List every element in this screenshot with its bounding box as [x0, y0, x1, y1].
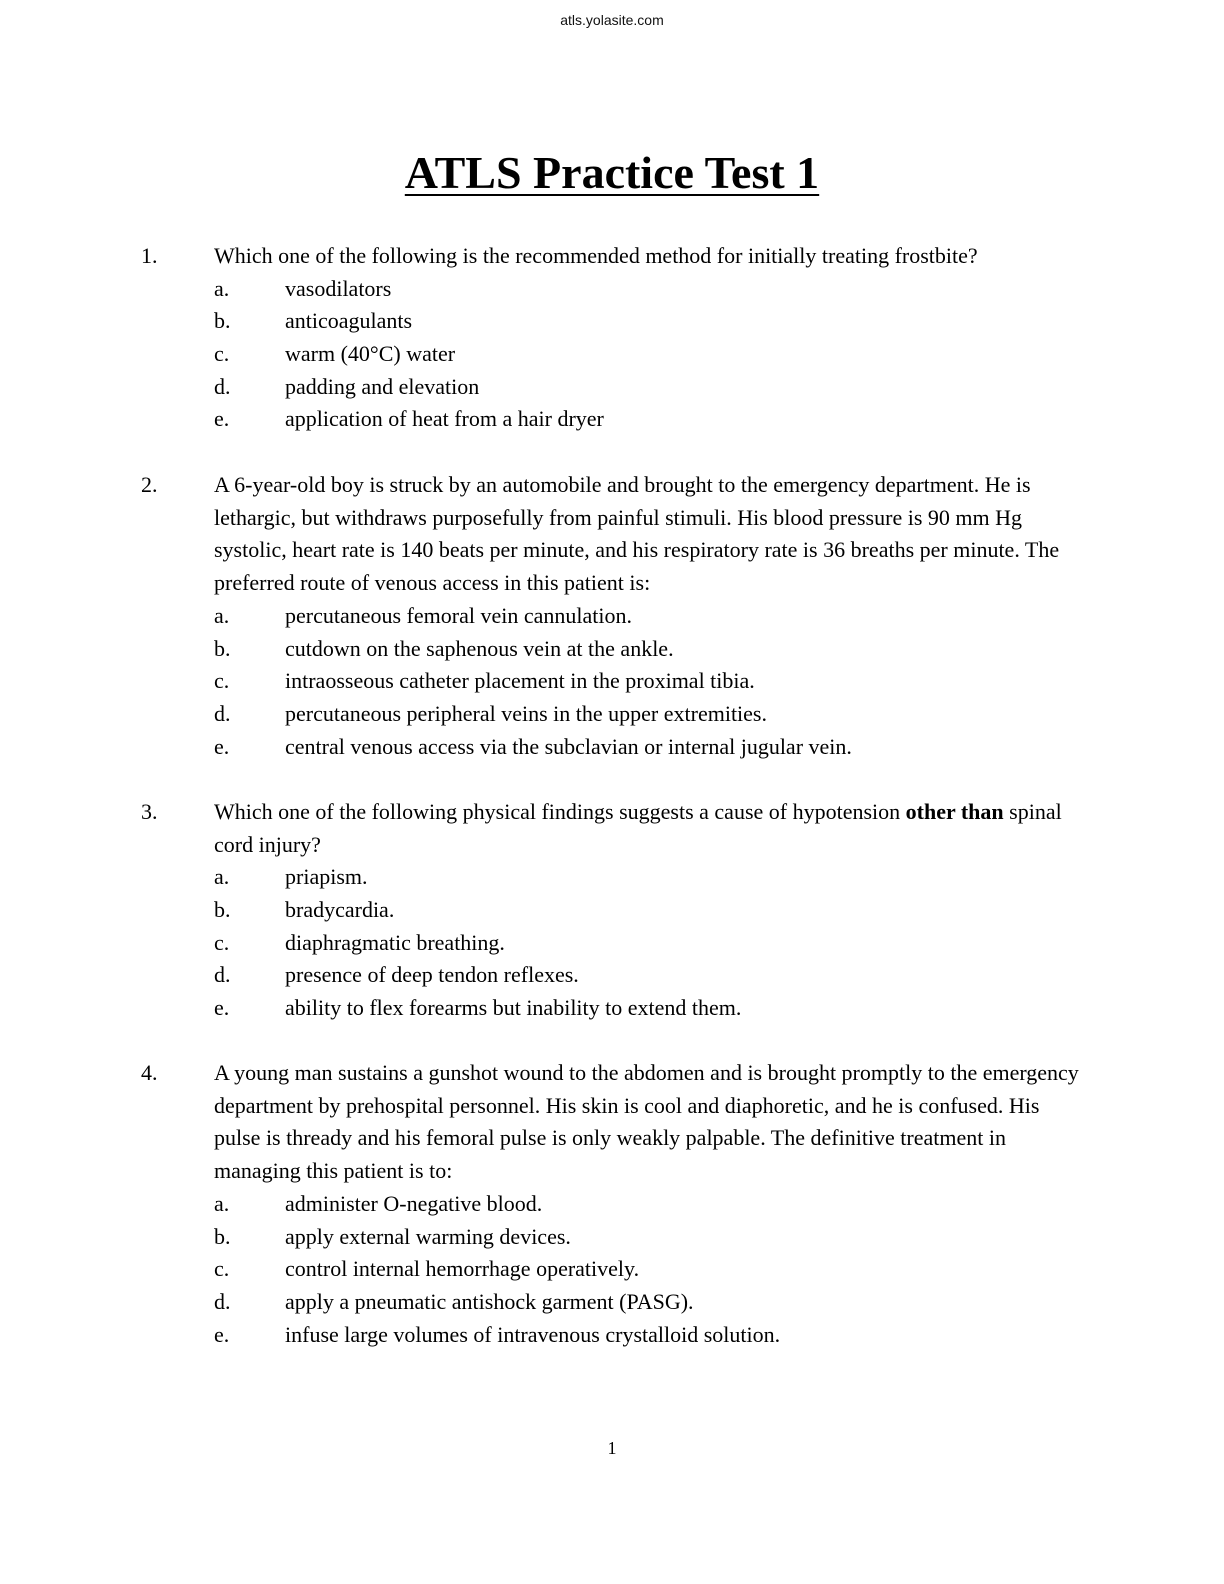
- option-letter: a.: [214, 1190, 230, 1216]
- option-letter: b.: [214, 1223, 231, 1249]
- option-letter: b.: [214, 635, 231, 661]
- question-text: Which one of the following physical findings suggests a cause of hypotension other than spinal cord injury?: [214, 799, 1062, 857]
- option-letter: e.: [214, 406, 230, 432]
- option-text: diaphragmatic breathing.: [285, 929, 505, 955]
- option-letter: c.: [214, 341, 230, 367]
- option-letter: c.: [214, 1256, 230, 1282]
- question-number: 1.: [141, 243, 158, 268]
- option-letter: b.: [214, 897, 231, 923]
- question-4: [0, 1057, 1224, 1351]
- answer-option: [0, 1253, 1224, 1286]
- answer-option: [0, 665, 1224, 698]
- answer-option: [0, 1221, 1224, 1254]
- answer-option: [0, 731, 1224, 764]
- option-text: priapism.: [285, 864, 368, 890]
- answer-option: [0, 305, 1224, 338]
- answer-option: [0, 927, 1224, 960]
- option-letter: e.: [214, 1321, 230, 1347]
- option-text: padding and elevation: [285, 373, 480, 399]
- option-text: ability to flex forearms but inability to extend them.: [285, 995, 742, 1021]
- option-letter: e.: [214, 995, 230, 1021]
- answer-option: [0, 633, 1224, 666]
- option-text: bradycardia.: [285, 897, 395, 923]
- question-text: Which one of the following is the recommended method for initially treating frostbite?: [214, 243, 978, 268]
- answer-option: [0, 403, 1224, 436]
- answer-option: [0, 371, 1224, 404]
- answer-option: [0, 894, 1224, 927]
- option-text: cutdown on the saphenous vein at the ankle.: [285, 635, 674, 661]
- option-text: warm (40°C) water: [285, 341, 456, 367]
- option-text: control internal hemorrhage operatively.: [285, 1256, 640, 1282]
- option-text: percutaneous femoral vein cannulation.: [285, 602, 632, 628]
- option-letter: d.: [214, 700, 231, 726]
- option-text: application of heat from a hair dryer: [285, 406, 604, 432]
- option-letter: e.: [214, 733, 230, 759]
- option-text: percutaneous peripheral veins in the upper extremities.: [285, 700, 767, 726]
- option-letter: c.: [214, 668, 230, 694]
- answer-option: [0, 1286, 1224, 1319]
- question-number: 3.: [141, 799, 158, 824]
- question-text: A 6-year-old boy is struck by an automobile and brought to the emergency department. He is lethargic, but withdraws purposefully from painful stimuli. His blood pressure is 90 mm Hg systolic, heart rate is 140 beats per minute, and his respiratory rate is 36 breaths per minute. The preferred route of venous access in this patient is:: [214, 472, 1060, 596]
- answer-option: [0, 992, 1224, 1025]
- option-text: central venous access via the subclavian or internal jugular vein.: [285, 733, 852, 759]
- answer-option: [0, 338, 1224, 371]
- question-number: 4.: [141, 1060, 158, 1085]
- question-2: [0, 469, 1224, 763]
- answer-option: [0, 1188, 1224, 1221]
- page-title: ATLS Practice Test 1: [404, 147, 820, 198]
- option-text: apply external warming devices.: [285, 1223, 571, 1249]
- answer-option: [0, 698, 1224, 731]
- option-text: apply a pneumatic antishock garment (PASG).: [285, 1288, 694, 1314]
- option-letter: a.: [214, 275, 230, 301]
- question-text: A young man sustains a gunshot wound to the abdomen and is brought promptly to the emergency department by prehospital personnel. His skin is cool and diaphoretic, and he is confused. His pulse is thready and his femoral pulse is only weakly palpable. The definitive treatment in managing this patient is to:: [214, 1060, 1079, 1184]
- answer-option: [0, 273, 1224, 306]
- option-letter: d.: [214, 962, 231, 988]
- answer-option: [0, 861, 1224, 894]
- option-text: vasodilators: [285, 275, 392, 301]
- option-text: administer O-negative blood.: [285, 1190, 543, 1216]
- option-text: anticoagulants: [285, 308, 413, 334]
- option-letter: a.: [214, 864, 230, 890]
- option-letter: d.: [214, 373, 231, 399]
- question-number: 2.: [141, 472, 158, 497]
- option-text: infuse large volumes of intravenous crystalloid solution.: [285, 1321, 781, 1347]
- answer-option: [0, 1319, 1224, 1352]
- option-text: presence of deep tendon reflexes.: [285, 962, 579, 988]
- page-number: 1: [607, 1438, 617, 1458]
- option-letter: c.: [214, 929, 230, 955]
- question-1: [0, 240, 1224, 436]
- option-text: intraosseous catheter placement in the proximal tibia.: [285, 668, 755, 694]
- option-letter: b.: [214, 308, 231, 334]
- answer-option: [0, 600, 1224, 633]
- question-3: [0, 796, 1224, 1025]
- site-header-url: atls.yolasite.com: [560, 12, 664, 28]
- answer-option: [0, 959, 1224, 992]
- option-letter: d.: [214, 1288, 231, 1314]
- option-letter: a.: [214, 602, 230, 628]
